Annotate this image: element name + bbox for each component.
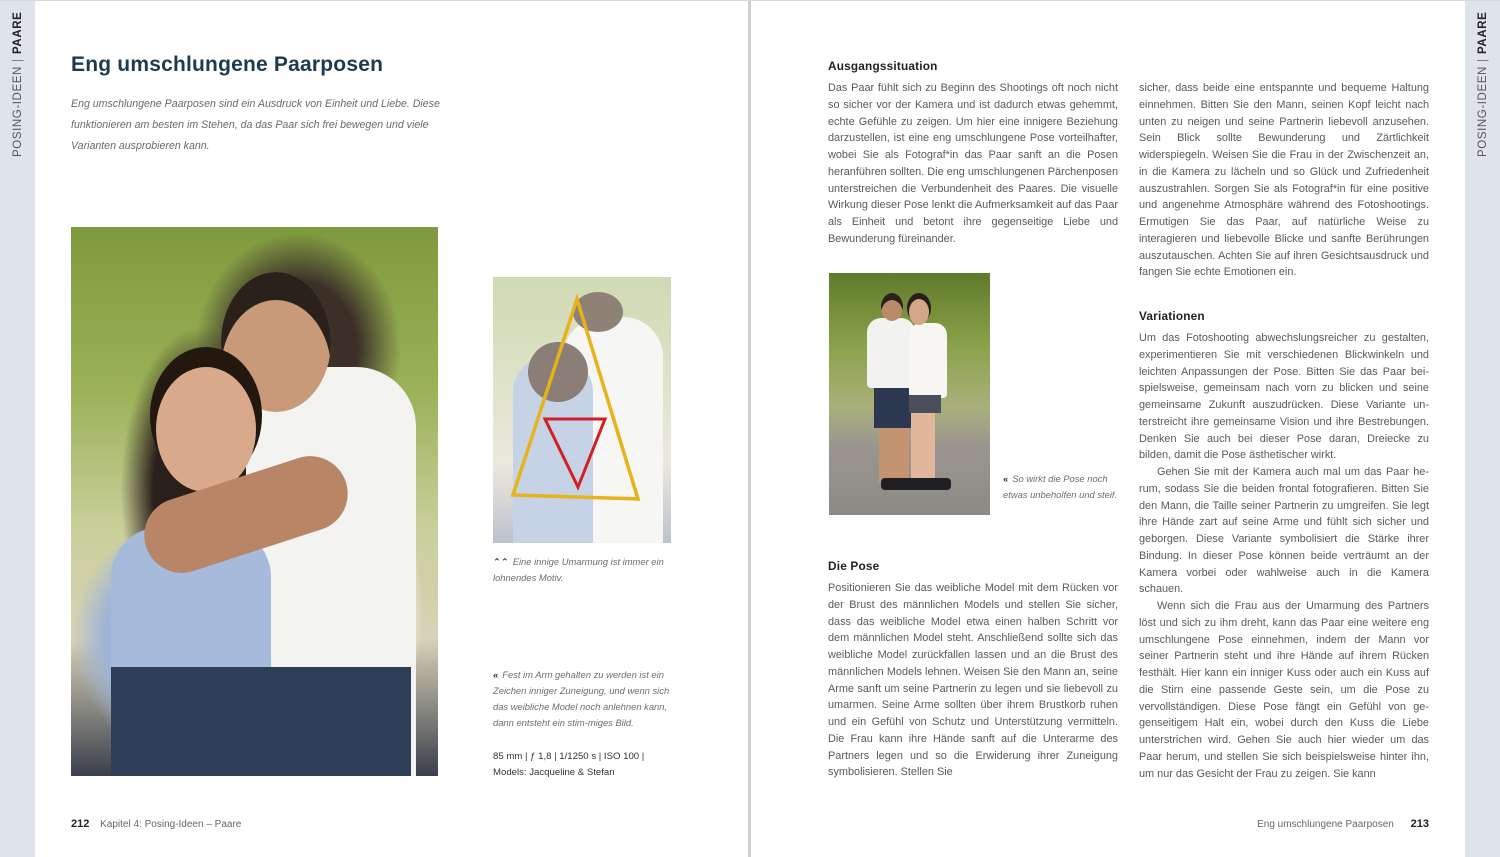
paragraph: Das Paar fühlt sich zu Beginn des Shootings oft noch nicht so sicher vor der Kamera und ist dadurch etwas gehemmt, echte Gefühle zu zeigen. Um hier eine innigere Beziehung darzustellen, ist eine eng umschlungene Pose vorteilhafter, wobei Sie als Fotograf*in das Paar sanft an die Posen heranführen sollten. Die eng umschlungenen Pärchenposen unterstreichen die Verbundenheit des Paares. Die visuelle Wirkung dieser Pose lenkt die Aufmerksamkeit auf das Paar als Einheit und betont ihre gegenseitige Liebe und Bewunderung füreinander. xyxy=(828,82,1119,245)
caption-text: So wirkt die Pose noch etwas unbeholfen und steif. xyxy=(1003,473,1118,500)
photo-legs-man xyxy=(879,428,909,483)
heading-ausgangssituation: Ausgangssituation xyxy=(828,59,938,73)
photo-legs-woman xyxy=(911,413,935,488)
photo-metadata xyxy=(493,749,683,781)
footer-left xyxy=(71,818,241,830)
topic-label: PAARE xyxy=(1476,12,1489,55)
photo-jeans xyxy=(111,667,411,776)
photo-figure-woman xyxy=(909,323,947,398)
text-die-pose-continued xyxy=(1139,80,1429,281)
side-tab-label xyxy=(11,12,24,157)
paragraph: Gehen Sie mit der Kamera auch mal um das Paar herum, sodass Sie die beiden frontal fotografieren. Bitten Sie den Mann, die Taille seiner Partnerin zu umgreifen. Sie legt ihre Hände zart auf seine Arme und fühlt sich sicher und geborgen. Diese Variante symbolisiert die Stärke ihrer Bindung. In dieser Pose können beide verträumt an der Kamera vorbei oder wahlweise auch in die Kamera schauen. xyxy=(1139,466,1429,596)
text-variationen xyxy=(1139,330,1429,782)
photo-figure-man xyxy=(867,318,915,388)
text-ausgangssituation xyxy=(828,80,1118,248)
caption-lower xyxy=(493,667,673,731)
main-photo xyxy=(71,227,438,776)
side-tab-right xyxy=(1465,1,1500,857)
standing-couple-photo xyxy=(829,273,990,515)
heading-variationen: Variationen xyxy=(1139,309,1205,323)
caption-arrow-left-icon: « xyxy=(493,669,499,680)
photo-head-woman xyxy=(909,299,929,325)
caption-standing xyxy=(1003,471,1123,503)
photo-head-woman xyxy=(156,367,256,492)
running-title: Eng umschlungene Paarposen xyxy=(1257,819,1394,830)
photo-head-man xyxy=(881,293,903,321)
footer-right xyxy=(1257,818,1429,830)
photo-shorts-woman xyxy=(909,395,941,413)
exif-line: 85 mm | ƒ 1,8 | 1/1250 s | ISO 100 | xyxy=(493,751,645,762)
text-die-pose xyxy=(828,580,1118,781)
separator: | xyxy=(11,58,24,63)
page-number: 213 xyxy=(1410,818,1429,830)
paragraph: sicher, dass beide eine entspannte und bequeme Haltung einnehmen. Bitten Sie den Mann, seinen Kopf leicht nach unten zu neigen und seine Partnerin liebevoll anzusehen. Sein Blick sollte Bewunderung und Zärtlichkeit widerspiegeln. Weisen Sie die Frau in der Zwischenzeit an, in die Kamera zu lächeln und so Glück und Zufriedenheit auszustrahlen. Sorgen Sie als Fotograf*in für eine positive und angenehme Atmosphäre während des Fotoshootings. Ermutigen Sie das Paar, auf natürliche Weise zu interagieren und liebevolle Blicke und sanfte Berührungen auszutauschen. Achten Sie auf ihren Gesichtsausdruck und fangen Sie echte Emotionen ein. xyxy=(1139,82,1429,279)
chapter-label: Kapitel 4: Posing-Ideen – Paare xyxy=(100,819,242,830)
heading-die-pose: Die Pose xyxy=(828,559,880,573)
photo-shorts-man xyxy=(874,388,914,428)
page-gutter xyxy=(748,1,751,857)
topic-label: PAARE xyxy=(11,12,24,55)
caption-text: Eine innige Umarmung ist immer ein lohnendes Motiv. xyxy=(493,556,664,583)
page-number: 212 xyxy=(71,818,90,830)
caption-upper xyxy=(493,554,678,586)
models-line: Models: Jacqueline & Stefan xyxy=(493,767,615,778)
section-label: POSING-IDEEN xyxy=(1476,66,1489,157)
side-tab-left xyxy=(0,1,35,857)
caption-arrow-up-icon: ⌃⌃ xyxy=(493,556,509,567)
section-label: POSING-IDEEN xyxy=(11,66,24,157)
caption-arrow-left-icon: « xyxy=(1003,473,1009,484)
caption-text: Fest im Arm gehalten zu werden ist ein Zeichen inniger Zuneigung, und wenn sich das weibliche Model noch anlehnen kann, dann entsteht ein stim-miges Bild. xyxy=(493,669,670,728)
side-tab-label xyxy=(1476,12,1489,157)
photo-shoes xyxy=(881,478,951,490)
intro-text: Eng umschlungene Paarposen sind ein Ausdruck von Einheit und Liebe. Diese funktionieren am besten im Stehen, da das Paar sich frei bewegen und viele Varianten ausprobieren kann. xyxy=(71,98,440,152)
paragraph: Um das Fotoshooting abwechslungsreicher zu gestalten, experimentieren Sie mit verschiedenen Blickwinkeln und leichten Anpassungen der Pose. Bitten Sie das Paar beispielsweise, gemeinsam nach vorn zu blicken und seine gemeinsame Zukunft auszudrücken. Diese Variante unterstreicht ihre gemeinsame Vision und ihre Bestrebungen. Denken Sie auch bei dieser Pose daran, Dreiecke zu bilden, damit die Pose ästhetischer wirkt. xyxy=(1139,332,1429,462)
triangle-overlay-icon xyxy=(493,277,671,543)
separator: | xyxy=(1476,58,1489,63)
paragraph: Wenn sich die Frau aus der Umarmung des Partners löst und sich zu ihm dreht, kann das Paar eine weitere eng umschlungene Pose einnehmen, indem der Mann vor seiner Partnerin steht und ihre Hände auf ihrem Rücken festhält. Hier kann ein inniger Kuss oder auch ein Kuss auf die Stirn eine passende Geste sein, um die Pose zu vervollständigen. Diese Pose fängt ein Gefühl von gegenseitigem Halt ein, wobei durch den Kuss die Liebe unterstrichen wird. Gehen Sie auch hier wieder um das Paar herum, und stellen Sie sich beispielsweise hinter ihn, um nur das Gesicht der Frau zu zeigen. Sie kann xyxy=(1139,600,1429,780)
triangle-composition-photo xyxy=(493,277,671,543)
page-title: Eng umschlungene Paarposen xyxy=(71,53,384,76)
paragraph: Positionieren Sie das weibliche Model mit dem Rücken vor der Brust des männlichen Models und stellen Sie sicher, dass das weibliche Model etwa einen halben Schritt vor dem männlichen Model steht. Anschließend sollte sich das weibliche Model zurückfallen lassen und an die Brust des männlichen Models lehnen. Weisen Sie den Mann an, seine Arme sanft um seine Partnerin zu legen und sie liebevoll zu umarmen. Seine Arme sollten über ihrem Brustkorb ruhen und ein Gefühl von Schutz und Unterstützung vermitteln. Die Frau kann ihre Hände sanft auf die Unterarme des Partners legen und so die Erwiderung ihrer Zuneigung symbolisieren. Stellen Sie xyxy=(828,582,1118,779)
